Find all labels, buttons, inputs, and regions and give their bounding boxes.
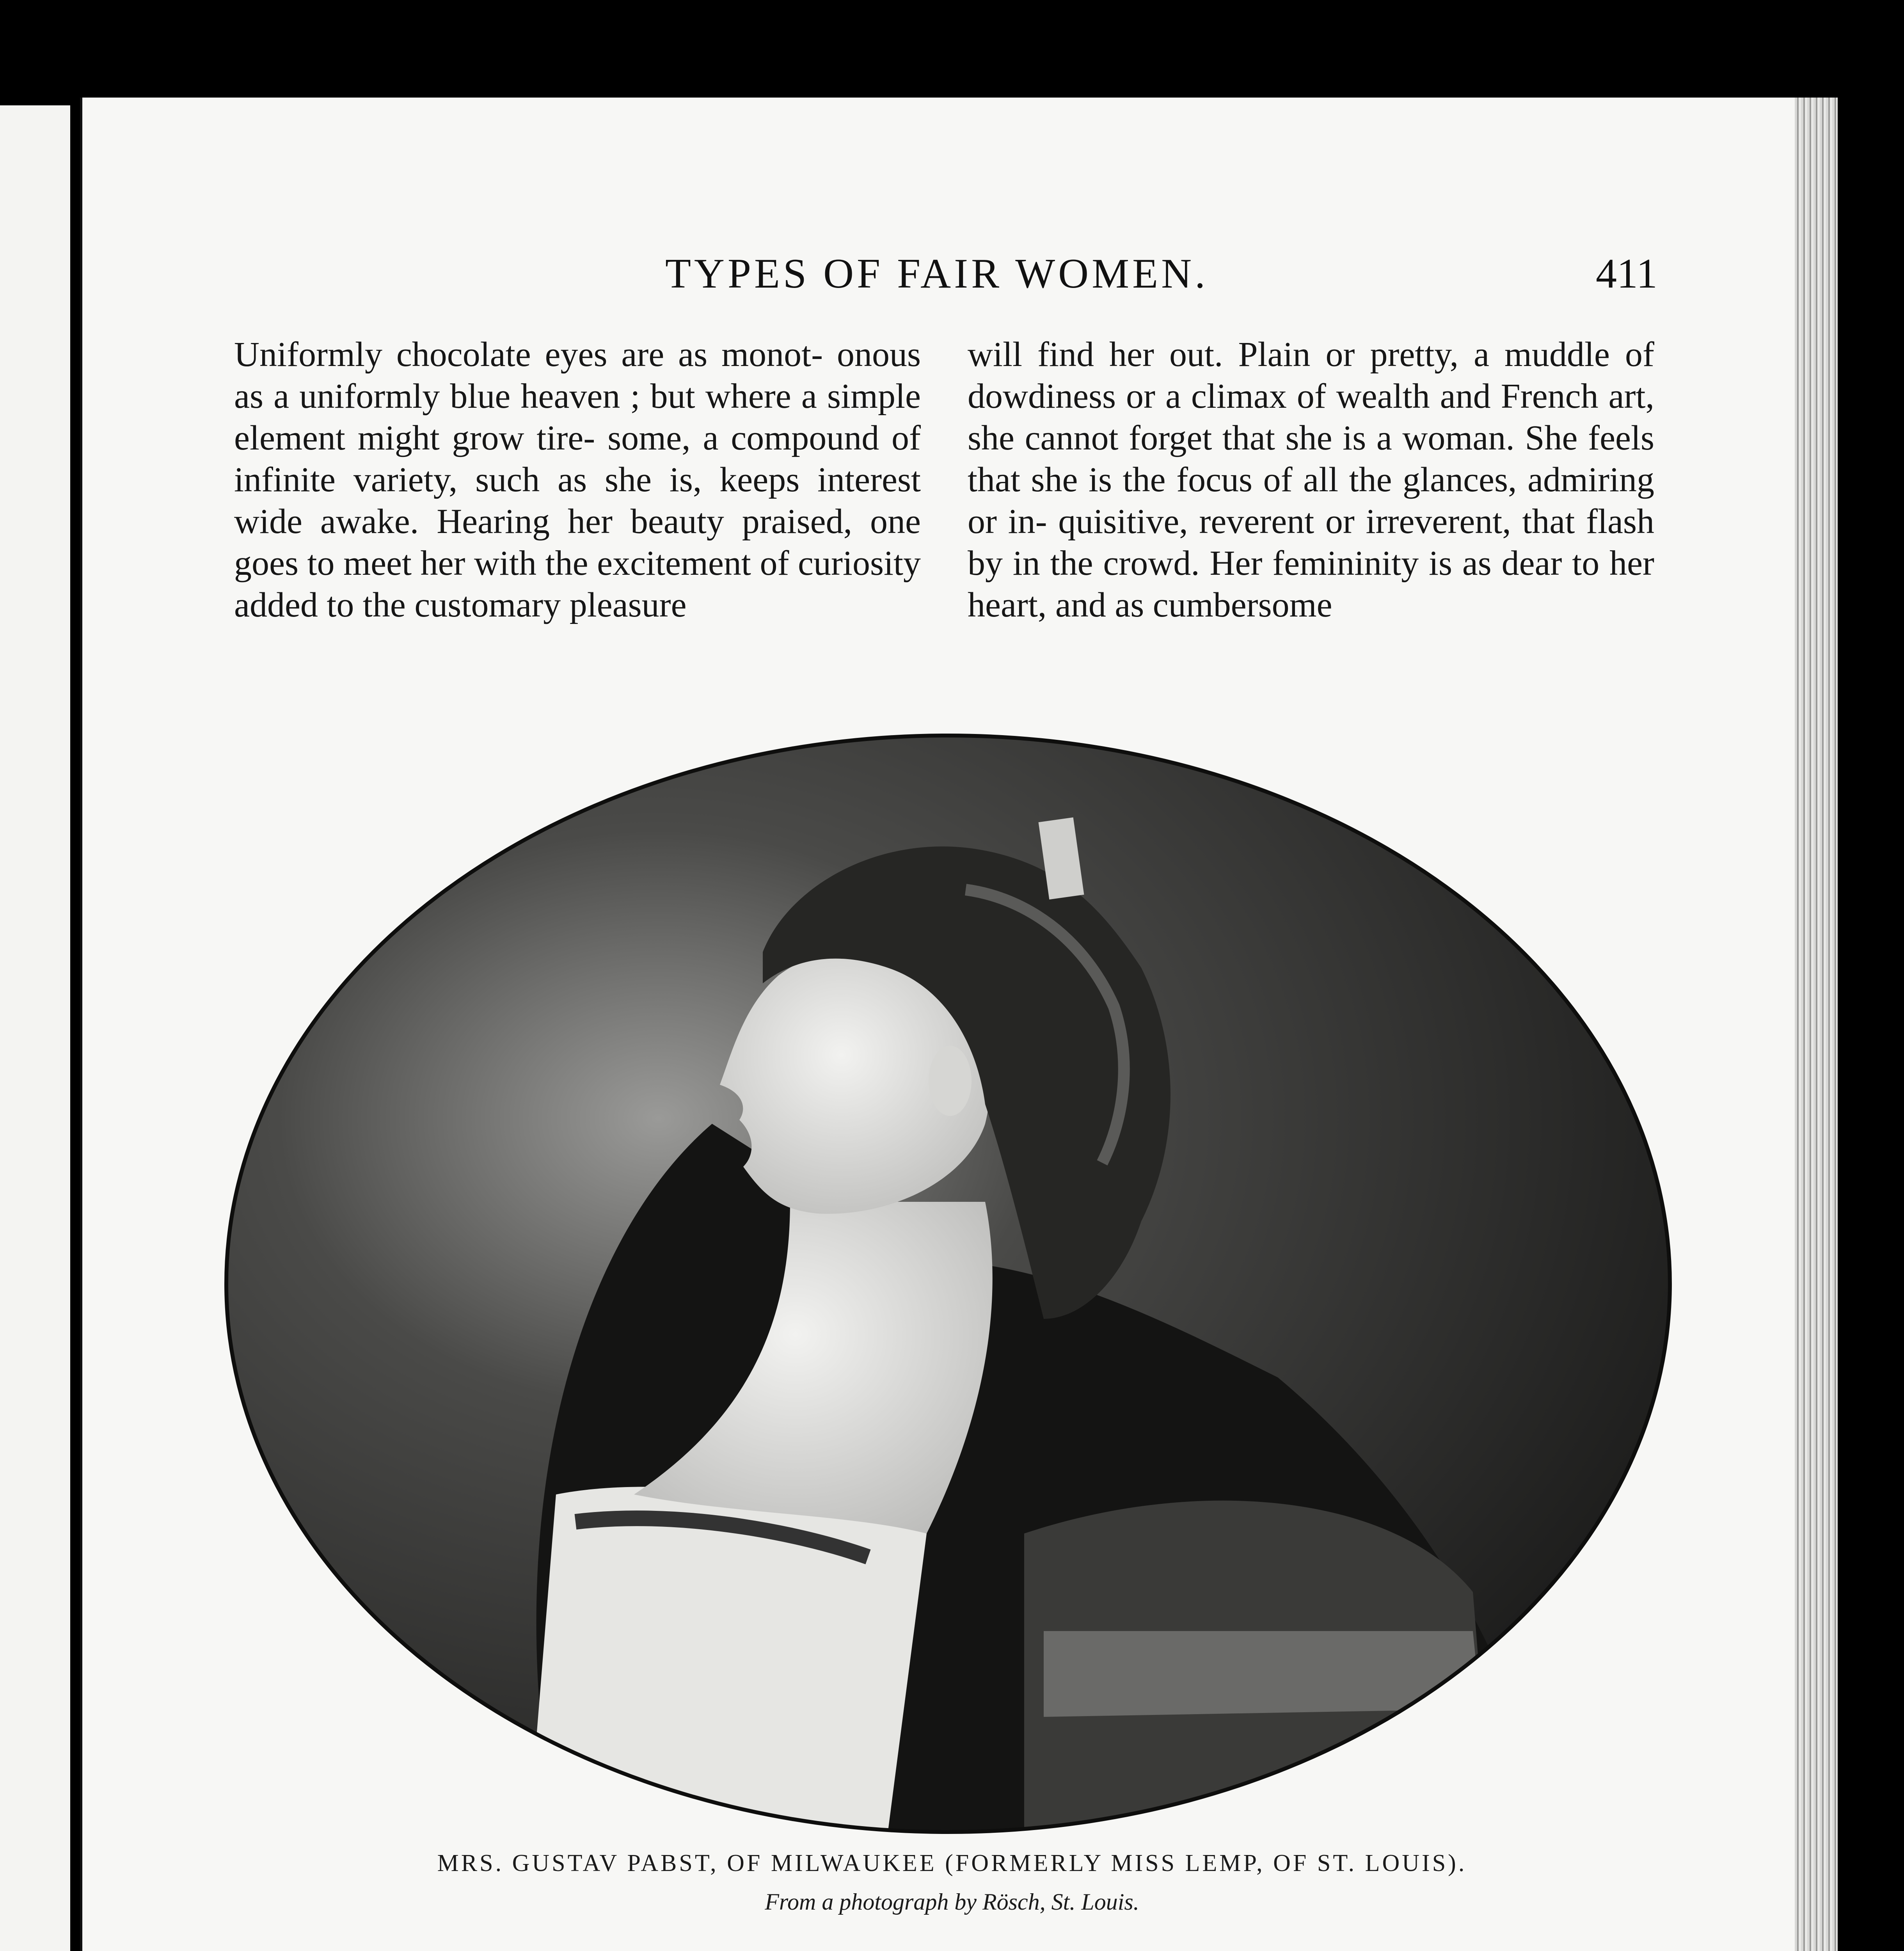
- portrait-photograph: [224, 734, 1672, 1834]
- column-right-top-text: will find her out. Plain or pretty, a muddle of dowdiness or a climax of wealth and French art, she cannot forget that she is a woman. She feels that she is the focus of all the glances, admiring or in- quisitive, reverent or irreverent, that flash by in the crowd. Her femininity is as dear to her heart, and as cumbersome: [968, 335, 1655, 624]
- column-left-top-text: Uniformly chocolate eyes are as monot- onous as a uniformly blue heaven ; but where a simple element might grow tire- some, a compound of infinite variety, such as she is, keeps interest wide awake. Hearing her beauty praised, one goes to meet her with the excitement of curiosity added to the customary pleasure: [234, 335, 921, 624]
- page-number: 411: [1596, 251, 1657, 297]
- figure-credit: From a photograph by Rösch, St. Louis.: [765, 1889, 1139, 1915]
- page-stack-edge: [1795, 98, 1838, 1951]
- column-left-top: [234, 334, 921, 626]
- column-right-top: [968, 334, 1654, 626]
- running-head: TYPES OF FAIR WOMEN.: [665, 251, 1209, 297]
- facing-page-edge: [0, 105, 70, 1951]
- figure-caption: MRS. GUSTAV PABST, OF MILWAUKEE (FORMERLY MISS LEMP, OF ST. LOUIS).: [437, 1850, 1467, 1876]
